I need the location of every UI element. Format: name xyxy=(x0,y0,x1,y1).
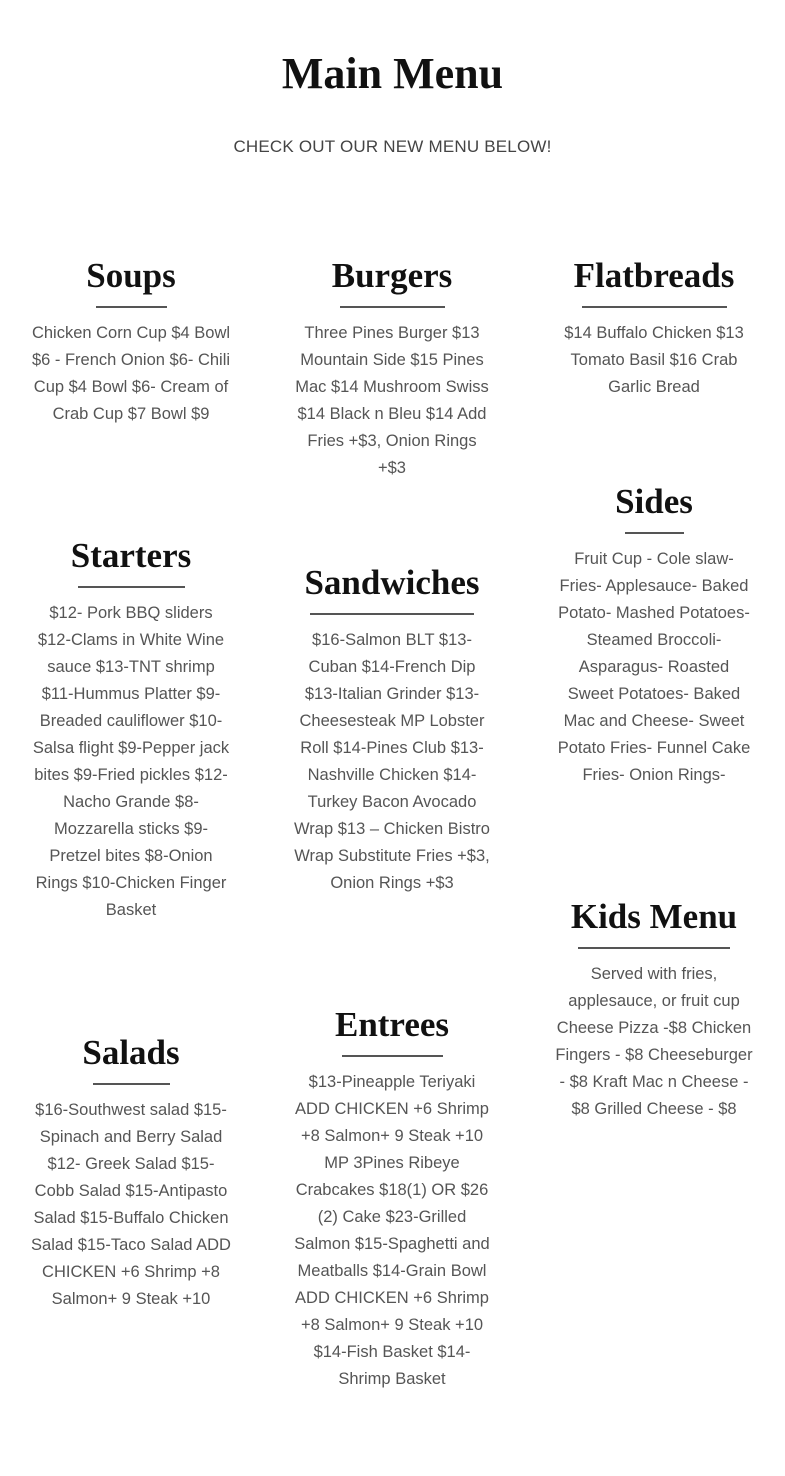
heading-divider xyxy=(310,613,474,615)
section-items-soups: Chicken Corn Cup $4 Bowl $6 - French Onion $6- Chili Cup $4 Bowl $6- Cream of Crab Cup $7 Bowl $9 xyxy=(31,324,231,423)
heading-divider xyxy=(96,306,167,308)
section-heading-salads: Salads xyxy=(82,1033,180,1072)
section-items-salads: $16-Southwest salad $15-Spinach and Berry Salad $12- Greek Salad $15-Cobb Salad $15-Antipasto Salad $15-Buffalo Chicken Salad $15-Taco Salad ADD CHICKEN +6 Shrimp +8 Salmon+ 9 Steak +10 xyxy=(31,1101,231,1308)
menu-section-kids xyxy=(554,897,754,1123)
section-heading-flatbreads: Flatbreads xyxy=(573,256,735,295)
section-items-flatbreads: $14 Buffalo Chicken $13 Tomato Basil $16 Crab Garlic Bread xyxy=(564,324,744,396)
section-heading-kids: Kids Menu xyxy=(570,897,738,936)
section-items-starters: $12- Pork BBQ sliders $12-Clams in White Wine sauce $13-TNT shrimp $11-Hummus Platter $9- Breaded cauliflower $10- Salsa flight $9-Pepper jack bites $9-Fried pickles $12-Nacho Grande $8-Mozzarella sticks $9-Pretzel bites $8-Onion Rings $10-Chicken Finger Basket xyxy=(32,604,230,919)
section-heading-sandwiches: Sandwiches xyxy=(304,563,480,602)
menu-section-sides xyxy=(554,482,754,789)
section-heading-entrees: Entrees xyxy=(334,1005,450,1044)
menu-section-salads xyxy=(31,1033,231,1313)
section-items-sandwiches: $16-Salmon BLT $13-Cuban $14-French Dip $13-Italian Grinder $13-Cheesesteak MP Lobster Roll $14-Pines Club $13-Nashville Chicken $14-Turkey Bacon Avocado Wrap $13 – Chicken Bistro Wrap Substitute Fries +$3, Onion Rings +$3 xyxy=(294,631,490,892)
menu-section-entrees xyxy=(292,1005,492,1393)
page-title: Main Menu xyxy=(281,49,504,98)
heading-divider xyxy=(78,586,185,588)
menu-section-starters xyxy=(31,536,231,924)
heading-divider xyxy=(93,1083,170,1085)
heading-divider xyxy=(342,1055,443,1057)
heading-divider xyxy=(578,947,730,949)
heading-divider xyxy=(625,532,684,534)
menu-section-burgers xyxy=(292,256,492,482)
heading-divider xyxy=(340,306,445,308)
section-items-kids: Served with fries, applesauce, or fruit cup Cheese Pizza -$8 Chicken Fingers - $8 Cheeseburger - $8 Kraft Mac n Cheese - $8 Grilled Cheese - $8 xyxy=(555,965,753,1118)
section-heading-starters: Starters xyxy=(70,536,192,575)
section-items-burgers: Three Pines Burger $13 Mountain Side $15 Pines Mac $14 Mushroom Swiss $14 Black n Bleu $14 Add Fries +$3, Onion Rings +$3 xyxy=(295,324,489,477)
menu-section-sandwiches xyxy=(292,563,492,897)
section-heading-burgers: Burgers xyxy=(331,256,453,295)
section-heading-soups: Soups xyxy=(86,256,176,295)
menu-section-flatbreads xyxy=(554,256,754,401)
section-items-sides: Fruit Cup - Cole slaw- Fries- Applesauce- Baked Potato- Mashed Potatoes- Steamed Broccoli- Asparagus- Roasted Sweet Potatoes- Baked Mac and Cheese- Sweet Potato Fries- Funnel Cake Fries- Onion Rings- xyxy=(557,550,751,784)
menu-section-soups xyxy=(31,256,231,428)
section-heading-sides: Sides xyxy=(615,482,693,521)
section-items-entrees: $13-Pineapple Teriyaki ADD CHICKEN +6 Shrimp +8 Salmon+ 9 Steak +10 MP 3Pines Ribeye Crabcakes $18(1) OR $26 (2) Cake $23-Grilled Salmon $15-Spaghetti and Meatballs $14-Grain Bowl ADD CHICKEN +6 Shrimp +8 Salmon+ 9 Steak +10 $14-Fish Basket $14-Shrimp Basket xyxy=(294,1073,490,1388)
heading-divider xyxy=(582,306,727,308)
page-subtitle: CHECK OUT OUR NEW MENU BELOW! xyxy=(233,137,552,156)
